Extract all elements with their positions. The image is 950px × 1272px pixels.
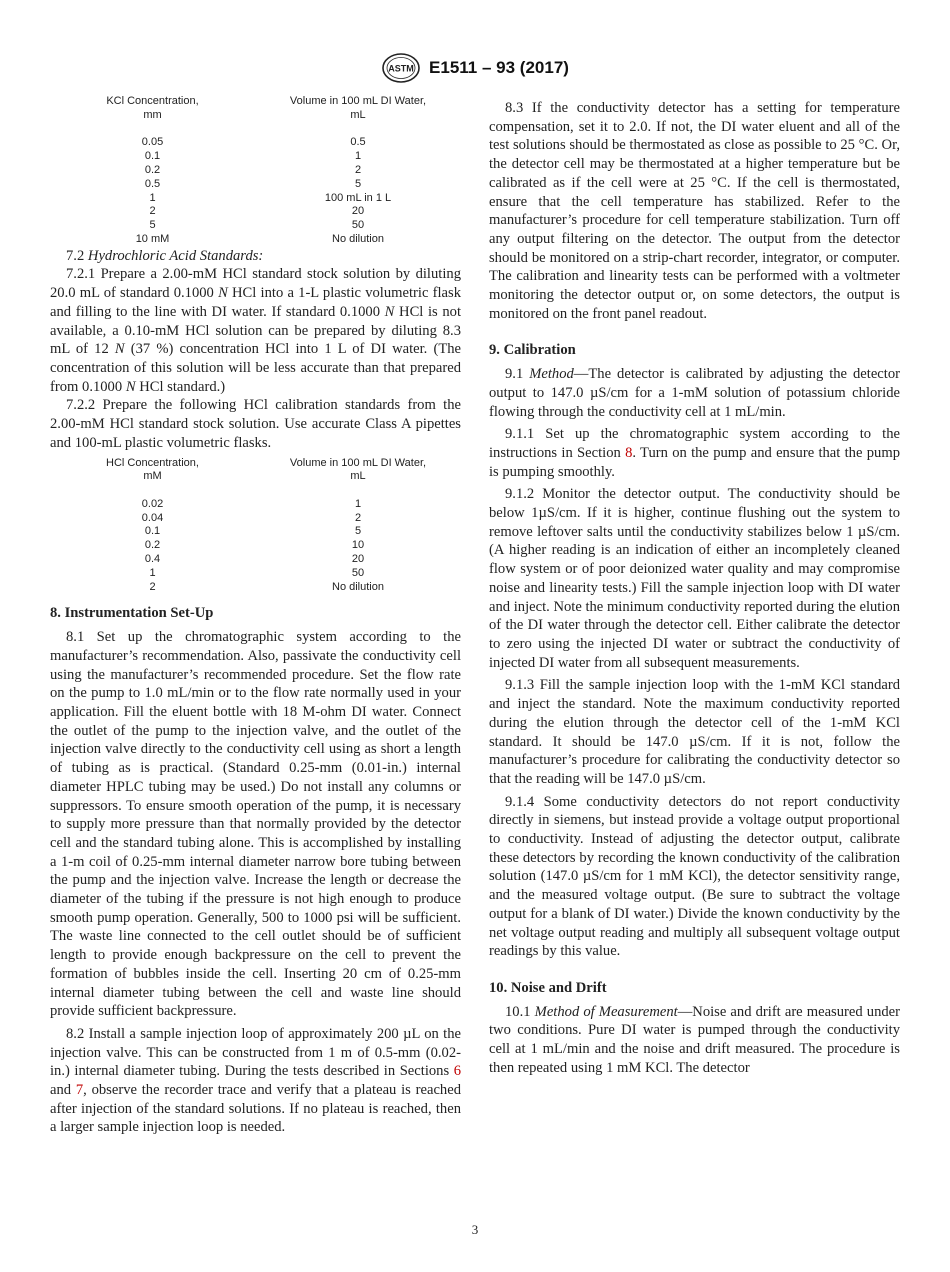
left-column: [50, 95, 461, 1137]
table-cell: 5: [149, 219, 156, 232]
paragraph-9-1-4: 9.1.4 Some conductivity detectors do not report conductivity directly in siemens, but instead provide a voltage output proportional to conductivity. Instead of adjusting the detector output, calibrate these detectors by recording the known conductivity of the calibration solution (147.0 µS/cm for 1 mM KCl), the detector sensitivity range, and the measured voltage output. (Be sure to subtract the voltage output for a blank of DI water.) Divide the known conductivity by the net voltage output reading and multiply all subsequent voltage output readings by this value.: [489, 793, 900, 960]
svg-text:ASTM: ASTM: [388, 63, 414, 74]
paragraph-9-1-1: 9.1.1 Set up the chromatographic system according to the instructions in Section 8. Turn on the pump and ensure that the pump is pumping smoothly.: [489, 426, 900, 480]
table-cell: 2: [354, 511, 362, 524]
table-header-row: [50, 470, 461, 484]
table-cell: 1: [354, 497, 362, 510]
astm-logo-icon: [381, 52, 421, 84]
table-cell: 0.5: [350, 136, 366, 149]
right-column: [489, 95, 900, 1077]
hcl-table: [50, 457, 461, 595]
table-cell: 2: [149, 580, 156, 593]
table-header-cell: mM: [143, 470, 162, 483]
table-header-row: [50, 109, 461, 123]
section-8-link[interactable]: 8: [625, 444, 633, 461]
table-row: [50, 525, 461, 539]
table-row: [50, 192, 461, 206]
table-row: [50, 164, 461, 178]
table-row: [50, 539, 461, 553]
paragraph-9-1: 9.1 Method—The detector is calibrated by adjusting the detector output to 147.0 µS/cm for a 1-mM solution of potassium chloride flowing through the conductivity cell at 1 mL/min.: [489, 366, 900, 420]
table-header-cell: mL: [350, 470, 366, 483]
document-designation: E1511 – 93 (2017): [429, 58, 569, 77]
table-cell: 0.2: [144, 539, 161, 552]
section-7-2-title: 7.2 Hydrochloric Acid Standards:: [66, 247, 264, 264]
table-cell: 1: [149, 566, 156, 579]
table-header-row: [50, 95, 461, 109]
table-cell: 10: [351, 539, 365, 552]
table-cell: 50: [351, 566, 365, 579]
table-cell: 1: [354, 150, 362, 163]
section-6-link[interactable]: 6: [453, 1063, 461, 1080]
table-header-row: [50, 457, 461, 471]
table-cell: 50: [351, 219, 365, 232]
table-cell: 2: [149, 205, 156, 218]
table-row: [50, 553, 461, 567]
paragraph-9-1-2: 9.1.2 Monitor the detector output. The conductivity should be below 1µS/cm. If it is higher, continue flushing out the system to remove leftover salts until the conductivity stabilizes below 1 µS/cm. (A higher reading is an indication of either an incompletely cleaned flow system or of poor deionized water quality and may compromise noise and linearity tests.) Fill the sample injection loop with DI water and inject. Note the minimum conductivity reported during the elution of the DI water through the detector cell. Either calibrate the detector to zero using the injected DI water or subtract the conductivity of injected DI water from all subsequent measurements.: [489, 486, 900, 671]
paragraph-10-1: 10.1 Method of Measurement—Noise and drift are measured under two conditions. Pure DI water is pumped through the conductivity cell at 1 mL/min and the noise and drift measured. The procedure is then repeated using 1 mM KCl. The detector: [489, 1003, 901, 1076]
table-cell: 2: [354, 163, 362, 176]
table-cell: 0.4: [144, 553, 161, 566]
paragraph-8-1: 8.1 Set up the chromatographic system according to the manufacturer’s recommendation. Also, passivate the conductivity cell using the manufacturer’s recommended procedure. Set the flow rate on the pump to 1.0 mL/min or to the flow rate normally used in your application. Fill the eluent bottle with 18 M-ohm DI water. Connect the outlet of the pump to the injection valve, and the outlet of the injection valve directly to the conductivity cell using as short a length of tubing as is practical. (Standard 0.25-mm (0.01-in.) internal diameter HPLC tubing may be used.) Do not install any columns or suppressors. To ensure smooth operation of the pump, it is necessary to supply more pressure than that normally provided by the detector cell and the standard tubing alone. This is accomplished by installing a 1-m coil of 0.25-mm internal diameter narrow bore tubing between the pump and the injection valve. Increase the length or decrease the diameter of the tubing if the pressure is not high enough to produce smooth pump operation. Generally, 500 to 1000 psi will be sufficient. The waste line connected to the cell outlet should be of sufficient length to provide enough backpressure on the cell to prevent the formation of bubbles inside the cell. Inserting 20 cm of 0.25-mm internal diameter tubing between the cell and waste line should provide sufficient backpressure.: [50, 629, 461, 1020]
table-row: [50, 178, 461, 192]
table-cell: 20: [351, 205, 365, 218]
table-cell: 0.04: [141, 511, 164, 524]
table-cell: 5: [354, 525, 362, 538]
table-cell: 20: [351, 553, 365, 566]
table-cell: 0.02: [141, 497, 164, 510]
section-10-heading: 10. Noise and Drift: [489, 979, 607, 996]
paragraph-8-2: 8.2 Install a sample injection loop of approximately 200 µL on the injection valve. This can be constructed from 1 m of 0.5-mm (0.02-in.) internal diameter tubing. During the tests described in Sections 6 and 7, observe the recorder trace and verify that a plateau is reached after injection of the standard solutions. If no plateau is reached, then a larger sample injection loop is needed.: [50, 1025, 461, 1136]
table-header-cell: HCl Concentration,: [106, 456, 199, 469]
section-7-link[interactable]: 7: [75, 1082, 84, 1099]
paragraph-9-1-3: 9.1.3 Fill the sample injection loop with the 1-mM KCl standard and inject the standard. Note the maximum conductivity reported during the elution through the detector cell of the 1-mM KCl standard. It should be 147.0 µS/cm. If it is not, follow the manufacturer’s procedure for calibrating the conductivity detector so that the reading will be 147.0 µS/cm.: [489, 677, 900, 787]
table-cell: 0.1: [144, 150, 161, 163]
table-cell: No dilution: [332, 580, 384, 593]
table-cell: No dilution: [332, 232, 384, 245]
table-cell: 0.2: [144, 163, 161, 176]
section-8-heading: 8. Instrumentation Set-Up: [50, 605, 214, 622]
table-header-cell: mL: [350, 108, 366, 121]
table-row: [50, 512, 461, 526]
table-row: [50, 581, 461, 595]
table-header-cell: KCl Concentration,: [106, 95, 199, 107]
kcl-table: [50, 95, 461, 247]
table-cell: 10 mM: [135, 232, 170, 245]
page-number: 3: [471, 1222, 479, 1237]
table-cell: 0.1: [144, 525, 161, 538]
table-row: [50, 136, 461, 150]
table-header-cell: mm: [143, 108, 162, 121]
table-header-cell: Volume in 100 mL DI Water,: [289, 456, 427, 469]
section-9-heading: 9. Calibration: [489, 342, 576, 359]
table-row: [50, 567, 461, 581]
table-row: [50, 233, 461, 247]
table-cell: 5: [354, 177, 362, 190]
table-cell: 100 mL in 1 L: [324, 191, 392, 204]
paragraph-8-3: 8.3 If the conductivity detector has a setting for temperature compensation, set it to 2.0. If not, the DI water eluent and all of the test solutions should be thermostated as close as possible to 25 °C. Or, the detector cell may be thermostated at a higher temperature but be calibrated as if the cell were at 25 °C. If the cell is thermostated, ensure that the cell temperature has stabilized. Refer to the manufacturer’s procedure for cell temperature stabilization. Turn off any output filtering on the detector. The output from the detector should be monitored on a strip-chart recorder, integrator, or computer. The calibration and linearity tests can be performed with a voltmeter monitoring the detector output or, on some detectors, the output is monitored on the front panel readout.: [489, 100, 900, 322]
table-row: [50, 205, 461, 219]
table-row: [50, 150, 461, 164]
table-cell: 0.5: [144, 177, 161, 190]
page-header: [0, 52, 950, 84]
table-header-cell: Volume in 100 mL DI Water,: [289, 95, 427, 107]
table-row: [50, 498, 461, 512]
table-cell: 1: [149, 191, 156, 204]
paragraph-7-2-2: 7.2.2 Prepare the following HCl calibration standards from the 2.00-mM HCl standard stock solution. Use accurate Class A pipettes and 100-mL plastic volumetric flasks.: [50, 397, 461, 451]
paragraph-7-2-1: 7.2.1 Prepare a 2.00-mM HCl standard stock solution by diluting 20.0 mL of standard 0.1000 N HCl into a 1-L plastic volumetric flask and filling to the line with DI water. If standard 0.1000 N HCl is not available, a 0.10-mM HCl solution can be prepared by diluting 8.3 mL of 12 N (37 %) concentration HCl into 1 L of DI water. (The concentration of this solution will be less accurate than that prepared from 0.1000 N HCl standard.): [50, 266, 462, 395]
table-cell: 0.05: [141, 136, 164, 149]
table-row: [50, 219, 461, 233]
